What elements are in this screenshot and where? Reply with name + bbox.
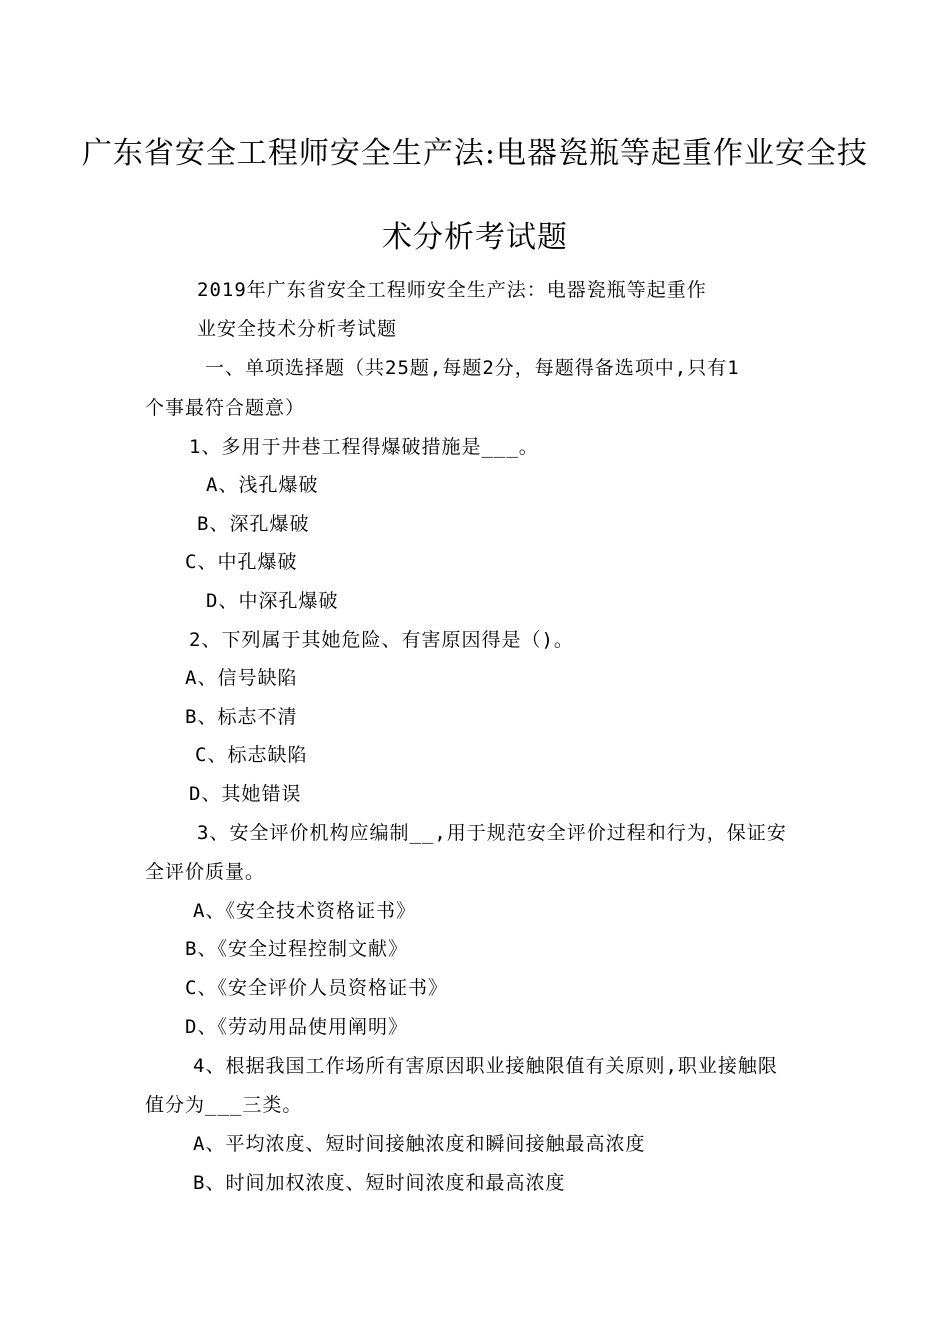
section-heading-line-1: 一、单项选择题（共25题,每题2分，每题得备选项中,只有1 <box>205 357 740 379</box>
question-3-option-b: B、《安全过程控制文献》 <box>185 938 408 960</box>
question-2-option-c: C、标志缺陷 <box>195 744 308 766</box>
question-1-option-c: C、中孔爆破 <box>185 551 298 573</box>
question-2-option-d: D、其她错误 <box>189 783 302 805</box>
question-4-stem-line-2: 值分为___三类。 <box>145 1094 303 1116</box>
question-3-stem-line-2: 全评价质量。 <box>145 861 266 883</box>
question-3-option-a: A、《安全技术资格证书》 <box>193 900 416 922</box>
question-2-option-b: B、标志不清 <box>185 706 298 728</box>
subtitle-line-1: 2019年广东省安全工程师安全生产法：电器瓷瓶等起重作 <box>197 279 707 301</box>
question-2-stem: 2、下列属于其她危险、有害原因得是（)。 <box>189 629 574 651</box>
question-1-stem: 1、多用于井巷工程得爆破措施是___。 <box>189 436 539 458</box>
question-1-option-a: A、浅孔爆破 <box>206 474 319 496</box>
document-title-line-1: 广东省安全工程师安全生产法:电器瓷瓶等起重作业安全技 <box>81 136 869 171</box>
question-4-option-a: A、平均浓度、短时间接触浓度和瞬间接触最高浓度 <box>193 1133 646 1155</box>
question-3-stem-line-1: 3、安全评价机构应编制__,用于规范安全评价过程和行为，保证安 <box>197 822 787 844</box>
document-title-line-2: 术分析考试题 <box>382 220 568 255</box>
question-3-option-c: C、《安全评价人员资格证书》 <box>185 977 448 999</box>
question-4-stem-line-1: 4、根据我国工作场所有害原因职业接触限值有关原则,职业接触限 <box>193 1055 778 1077</box>
subtitle-line-2: 业安全技术分析考试题 <box>197 318 398 340</box>
question-2-option-a: A、信号缺陷 <box>185 667 298 689</box>
section-heading-line-2: 个事最符合题意） <box>145 397 306 419</box>
question-1-option-b: B、深孔爆破 <box>197 513 310 535</box>
question-1-option-d: D、中深孔爆破 <box>206 590 339 612</box>
question-3-option-d: D、《劳动用品使用阐明》 <box>185 1016 408 1038</box>
question-4-option-b: B、时间加权浓度、短时间浓度和最高浓度 <box>193 1172 566 1194</box>
